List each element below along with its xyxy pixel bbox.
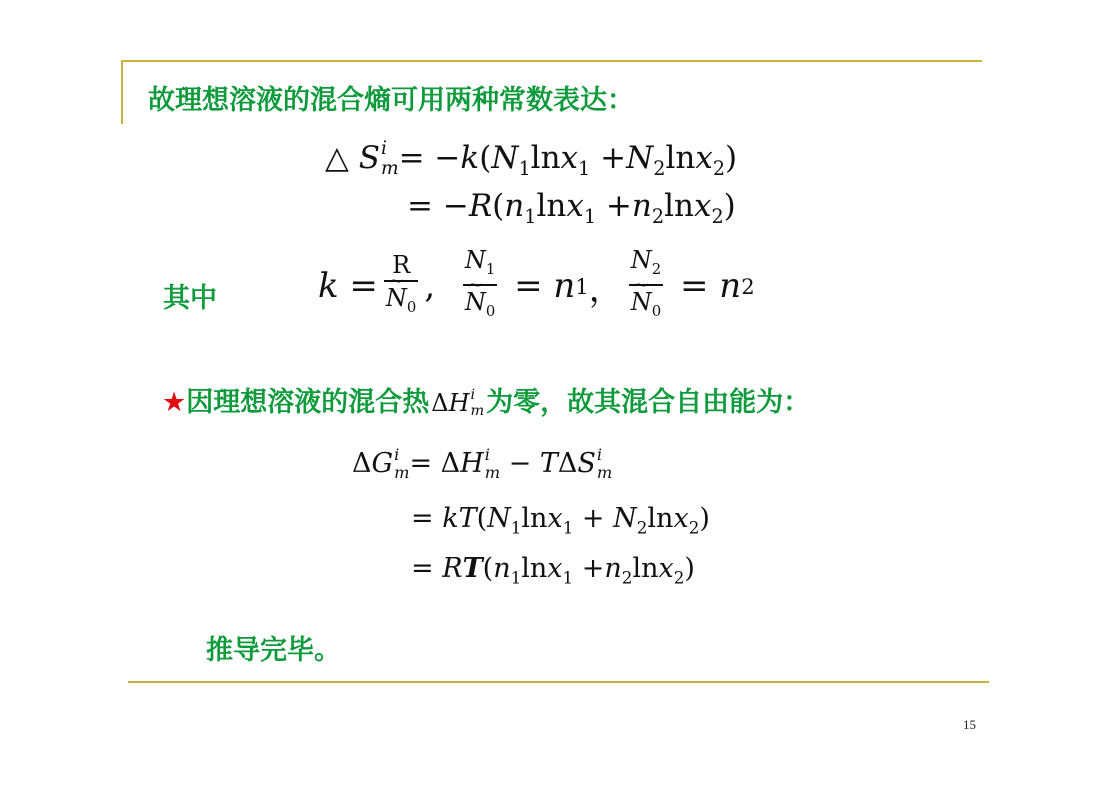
statement-text-after: 为零，故其混合自由能为：: [486, 387, 811, 418]
where-label: 其中: [163, 283, 217, 314]
fraction-r-over-n0: R ~ $N_0$: [384, 250, 418, 323]
fraction-n1-over-n0: $N_1$ ~ $N_0$: [463, 245, 497, 327]
slide-heading: 故理想溶液的混合熵可用两种常数表达：: [148, 85, 634, 116]
statement-text-before: 因理想溶液的混合热: [186, 387, 430, 418]
gibbs-equation-line-2: = $kT(N_1\ln x_1 + N_2\ln x_2)$: [411, 503, 710, 538]
top-divider: [121, 60, 982, 62]
star-icon: ★: [162, 387, 187, 418]
fraction-n2-over-n0: $N_2$ ~ $N_0$: [629, 245, 663, 327]
mixing-heat-statement: [162, 380, 810, 419]
constant-definitions: k = R ~ $N_0$ , $N_1$ ~ $N_0$ = n 1 ， $N_2$ ~ $N_0$ = n 2: [318, 246, 755, 326]
gibbs-equation-line-1: ΔG i m = ΔH i m − TΔS i m: [352, 445, 613, 482]
mixing-heat-symbol: ΔH i m: [431, 386, 485, 419]
entropy-equation-line-1: △ S i m = $-k(N_1\ln x_1 +N_2\ln x_2)$: [325, 137, 738, 181]
derivation-complete: 推导完毕。: [206, 635, 341, 666]
left-divider: [121, 60, 123, 124]
gibbs-equation-line-3: = $RT(n_1\ln x_1 +n_2\ln x_2)$: [411, 553, 695, 588]
entropy-equation-line-2: = $-R(n_1\ln x_1 +n_2\ln x_2)$: [407, 188, 736, 229]
page-number: 15: [963, 717, 976, 732]
bottom-divider: [128, 681, 989, 683]
